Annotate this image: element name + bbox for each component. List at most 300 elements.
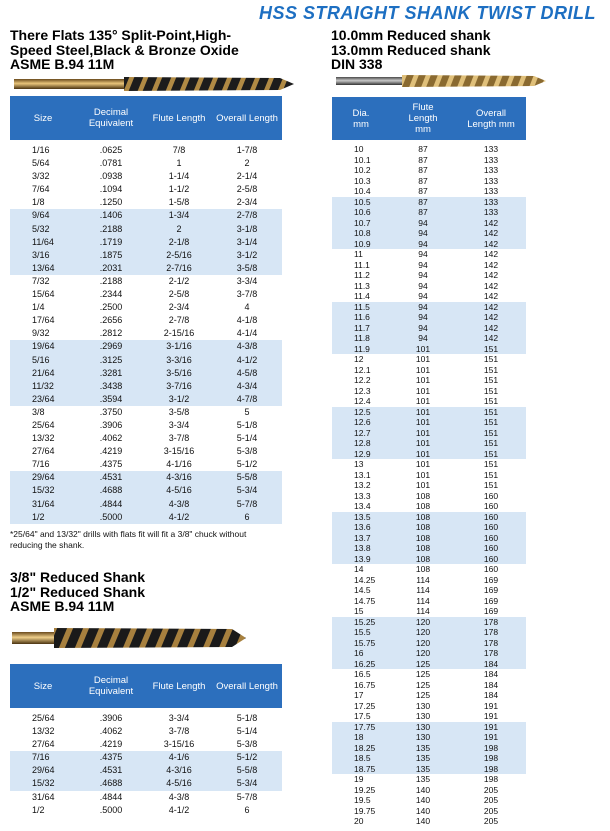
heading-line: 3/8" Reduced Shank [10,569,146,585]
table-cell: 142 [456,218,526,229]
table-cell: 1/2 [32,804,45,815]
table-cell: 160 [483,490,499,501]
table-cell: 87 [390,197,456,208]
table-row [332,480,526,491]
table-cell: 5-5/8 [212,764,282,777]
table-cell: 4-1/4 [236,328,258,339]
table-cell: 5/64 [32,158,50,169]
table-cell: 205 [483,784,499,795]
table-cell: 151 [483,396,499,406]
table-row [10,484,282,497]
table-cell: 178 [456,638,526,649]
table-row [332,711,526,722]
table-cell: 151 [483,469,499,480]
table-cell: .4375 [76,751,146,764]
table-row [332,816,526,827]
table-cell: .2188 [76,223,146,236]
table-cell: 160 [456,512,526,523]
table-cell: 94 [390,218,456,229]
table-row [332,795,526,806]
table-cell: 198 [456,764,526,775]
table-row [10,170,282,183]
table-cell: 142 [483,280,499,291]
table-cell: 101 [390,344,456,355]
table-cell: 16.75 [354,679,376,690]
column-header: Dia. mm [332,97,390,140]
footnote [10,529,246,551]
column-header: Decimal Equivalent [76,664,146,708]
table-cell: .4062 [99,726,123,737]
table-cell: .3594 [76,393,146,406]
table-cell: 25/64 [32,419,55,430]
table-cell: 3-15/16 [163,446,195,457]
table-row [332,669,526,680]
table-cell: .4688 [76,777,146,790]
table-cell: 87 [418,186,428,196]
table-cell: 23/64 [10,393,76,406]
table-cell: 15.5 [332,627,390,638]
table-row [10,393,282,406]
table-cell: 10.6 [332,207,390,218]
table-cell: 10.1 [354,154,371,165]
table-cell: .1719 [76,236,146,249]
table-cell: .3750 [99,406,123,417]
table-cell: 135 [390,764,456,775]
table-cell: 13.8 [332,543,390,554]
table-row [332,659,526,670]
table-cell: 19.75 [354,805,376,816]
table-cell: 205 [483,805,499,816]
table-cell: 94 [390,323,456,334]
table-row [10,223,282,236]
table-cell: 151 [483,375,499,385]
table-cell: .2969 [76,340,146,353]
table-cell: 3-7/8 [236,289,258,300]
table-cell: 94 [418,270,428,280]
table-cell: 18 [332,732,390,743]
table-cell: 101 [415,396,431,406]
table-row [10,183,282,196]
din-drill-image [336,72,550,90]
table-cell: 3-15/16 [163,739,195,750]
table-cell: 140 [415,816,431,826]
table-cell: 5-3/8 [236,739,258,750]
table-cell: 120 [390,617,456,628]
table-row [10,406,282,419]
table-cell: 13.5 [332,512,390,523]
table-cell: 5-1/2 [236,459,258,470]
table-cell: 94 [390,333,456,344]
table-cell: 87 [418,175,428,186]
table-cell: 133 [483,186,499,196]
table-cell: .3906 [99,419,123,430]
table-cell: 15/32 [10,777,76,790]
table-cell: 19 [354,774,364,784]
table-cell: 108 [390,533,456,544]
table-row [332,449,526,460]
table-cell: 3-7/16 [146,380,212,393]
table-cell: 94 [390,228,456,239]
table-row [10,738,282,751]
table-cell: .1250 [99,197,123,208]
table-cell: 17/64 [32,315,55,326]
table-cell: 2-15/16 [163,328,195,339]
table-cell: 133 [456,197,526,208]
banner-title: HSS STRAIGHT SHANK TWIST DRILL [259,2,596,23]
table-cell: 4-3/16 [146,471,212,484]
table-cell: .3281 [76,367,146,380]
table-row [10,432,282,445]
table-cell: 13/64 [10,262,76,275]
table-cell: 2-3/4 [236,197,258,208]
table-cell: 160 [456,554,526,565]
table-row [332,470,526,481]
table-cell: .1094 [99,184,123,195]
table-cell: 18.75 [332,764,390,775]
table-cell: 114 [416,574,430,585]
table-cell: 4-5/16 [146,484,212,497]
table-cell: 3-5/8 [168,406,190,417]
table-cell: 120 [390,648,456,659]
table-cell: 10.4 [354,186,371,196]
header-row [10,664,282,708]
table-cell: 14.75 [354,595,376,606]
table-cell: 4-1/2 [168,804,190,815]
table-cell: 108 [390,522,456,533]
table-row [10,262,282,275]
table-cell: 3-1/16 [146,340,212,353]
heading-line: DIN 338 [331,56,383,72]
table-row [10,445,282,458]
column-header: Overall Length [212,96,282,140]
table-row [332,627,526,638]
table-cell: 135 [390,753,456,764]
table-cell: .3906 [99,713,123,723]
table-cell: 169 [483,574,499,585]
table-cell: 178 [456,617,526,628]
note-line: *25/64" and 13/32" drills with flats fit will fit a 3/8" chuck without [10,529,247,539]
table-cell: 15.75 [332,638,390,649]
table-cell: 10 [354,144,364,154]
table-cell: 27/64 [32,739,55,750]
table-row [332,312,526,323]
table-row [10,354,282,367]
table-cell: 11.6 [332,312,390,323]
table-cell: 5-3/4 [212,484,282,497]
table-row [332,344,526,355]
table-cell: 3-5/8 [212,262,282,275]
table-cell: 14.5 [354,585,371,595]
table-cell: 13.4 [354,501,371,511]
table-cell: 142 [456,333,526,344]
table-row [10,288,282,301]
table-cell: .0625 [99,145,123,155]
table-row [332,386,526,397]
table-row [10,777,282,790]
table-cell: 4-1/8 [236,315,258,326]
table-cell: 151 [456,417,526,428]
table-cell: 114 [416,595,430,606]
table-cell: 7/8 [172,145,186,155]
table-cell: 205 [483,795,499,805]
table-row [332,249,526,260]
table-cell: 94 [418,291,428,301]
table-cell: 135 [415,774,431,784]
table-row [332,491,526,502]
table-row [332,554,526,565]
table-cell: .3125 [76,354,146,367]
table-cell: 25/64 [32,713,55,723]
table-cell: 5-1/8 [236,419,258,430]
table-cell: 7/16 [10,751,76,764]
table-cell: 198 [483,774,499,784]
table-cell: 1/2 [10,511,76,524]
table-cell: 114 [416,606,430,616]
column-header: Overall Length mm [456,97,526,140]
table-cell: .5000 [76,511,146,524]
table-cell: 101 [415,469,431,480]
table-cell: 13/32 [32,726,55,737]
table-cell: 160 [483,564,499,574]
table-row [10,764,282,777]
heading-line: 13.0mm Reduced shank [331,41,491,58]
table-cell: 19/64 [10,340,76,353]
table-cell: 4-1/2 [212,354,282,367]
table-cell: 6 [244,804,250,815]
table-cell: 17.5 [354,711,371,721]
table-cell: 142 [483,291,499,301]
table-cell: 2-3/4 [168,302,190,313]
table-row [332,302,526,313]
table-cell: 9/64 [10,209,76,222]
table-row [10,751,282,764]
table-cell: 3-3/16 [146,354,212,367]
table-cell: 130 [415,700,431,711]
table-cell: 2-5/8 [236,184,258,195]
table-cell: .4219 [99,446,123,457]
table-cell: .2812 [99,328,123,339]
table-row [10,196,282,209]
table-row [332,375,526,386]
column-header: Overall Length [212,664,282,708]
column-header: Size [10,664,76,708]
table-row [332,417,526,428]
table-cell: 151 [456,344,526,355]
table-cell: 101 [390,417,456,428]
table-cell: 94 [418,280,428,291]
table-cell: .2344 [99,289,123,300]
table-cell: 87 [418,144,428,154]
table-cell: 3-1/4 [212,236,282,249]
table-row [332,617,526,628]
table-cell: 10.7 [332,218,390,229]
table-row [10,419,282,432]
table-cell: 142 [483,259,499,270]
column-header: Size [10,96,76,140]
section3-heading [331,28,491,72]
table-cell: .4531 [76,764,146,777]
table-cell: 2-7/8 [168,315,190,326]
table-cell: 3/16 [10,249,76,262]
table-cell: 11.1 [354,259,370,270]
table-cell: 169 [483,606,499,616]
table-cell: .4688 [76,484,146,497]
table-cell: 94 [390,239,456,250]
table-cell: 11.2 [354,270,370,280]
table-cell: 178 [456,627,526,638]
table-cell: 101 [415,480,431,490]
table-cell: 3-1/2 [212,249,282,262]
table-cell: 4-3/4 [212,380,282,393]
heading-line: ASME B.94 11M [10,598,115,614]
table-cell: 10.5 [332,197,390,208]
table-cell: .4062 [99,433,123,444]
table-cell: .4219 [99,739,123,750]
note-line: reducing the shank. [10,540,85,550]
table-cell: 125 [415,679,431,690]
table-cell: 5/16 [10,354,76,367]
table-cell: 2-5/8 [168,289,190,300]
table-cell: 101 [415,459,431,469]
table-cell: 14 [354,564,364,574]
table-row [10,471,282,484]
table-cell: 2 [146,223,212,236]
table-row [332,281,526,292]
table-cell: 125 [390,659,456,670]
table-cell: 4-7/8 [212,393,282,406]
table-cell: 191 [456,722,526,733]
table-cell: 14.25 [354,574,376,585]
table-cell: 2-7/16 [146,262,212,275]
table-cell: 11/64 [10,236,76,249]
table-cell: 10.2 [354,165,371,175]
table-cell: 18.25 [332,743,390,754]
table-cell: 108 [415,501,431,511]
table-cell: 13.7 [332,533,390,544]
table-cell: 205 [483,816,499,826]
table-cell: 169 [483,595,499,606]
table-cell: 151 [456,449,526,460]
table-cell: 101 [390,407,456,418]
table-cell: 125 [415,690,431,700]
table-cell: 7/64 [32,184,50,195]
table-cell: 16.25 [332,659,390,670]
table-row [10,327,282,340]
table-cell: 114 [416,585,430,595]
table-cell: 87 [390,207,456,218]
table-cell: 15/64 [32,289,55,300]
table-cell: 13/32 [32,433,55,444]
table-cell: 18.5 [332,753,390,764]
table-cell: 12.8 [332,438,390,449]
table-cell: 4-3/8 [212,340,282,353]
table-cell: .2188 [99,275,123,286]
table-cell: .2656 [99,315,123,326]
reduced-shank-drill-image [10,626,250,650]
table-cell: 108 [390,512,456,523]
table-row [332,207,526,218]
table-cell: 133 [456,207,526,218]
section1-table [10,96,282,524]
table-cell: 10.3 [354,175,371,186]
table-cell: .4844 [99,791,123,802]
table-cell: 31/64 [32,791,55,802]
table-cell: 120 [390,638,456,649]
column-header: Flute Length mm [390,97,456,140]
table-cell: 1-1/2 [168,184,190,195]
table-cell: 160 [456,522,526,533]
table-cell: 108 [390,554,456,565]
table-cell: 19.5 [354,795,371,805]
table-cell: 135 [390,743,456,754]
table-cell: .4531 [76,471,146,484]
table-cell: 12.4 [354,396,371,406]
table-cell: 10.8 [332,228,390,239]
table-cell: 108 [415,490,431,501]
table-cell: 1-3/4 [146,209,212,222]
table-cell: 151 [483,480,499,490]
table-row [332,606,526,617]
table-cell: 2 [244,158,250,169]
table-cell: 1/16 [32,145,50,155]
table-cell: .4375 [99,459,123,470]
table-cell: 1-1/4 [168,171,190,182]
table-cell: 17.25 [354,700,376,711]
table-row [332,291,526,302]
table-cell: 151 [483,364,499,375]
table-row [10,301,282,314]
table-cell: 13.9 [332,554,390,565]
table-cell: 15/32 [10,484,76,497]
table-cell: 4-5/16 [146,777,212,790]
section1-heading [10,28,239,72]
table-row [332,732,526,743]
table-cell: 142 [456,312,526,323]
table-cell: .2031 [76,262,146,275]
banner [0,0,610,26]
table-row [10,157,282,170]
column-header: Flute Length [146,96,212,140]
table-row [332,239,526,250]
table-cell: 13.2 [354,480,371,490]
table-cell: 13.1 [354,469,371,480]
table-cell: 101 [390,428,456,439]
table-cell: 142 [456,302,526,313]
table-cell: 198 [456,753,526,764]
table-row [332,438,526,449]
table-cell: .4844 [76,498,146,511]
table-cell: 12.5 [332,407,390,418]
table-cell: 11.9 [332,344,390,355]
table-cell: 5-5/8 [212,471,282,484]
table-cell: 130 [390,722,456,733]
table-cell: 21/64 [10,367,76,380]
table-row [332,564,526,575]
table-cell: 5-3/4 [212,777,282,790]
table-row [332,785,526,796]
table-cell: 1-5/8 [168,197,190,208]
table-cell: 184 [483,669,499,679]
table-row [10,712,282,725]
table-row [332,176,526,187]
table-cell: 151 [456,428,526,439]
table-cell: 198 [456,743,526,754]
table-cell: 16 [332,648,390,659]
table-cell: 12.2 [354,375,371,385]
table-cell: 19.25 [354,784,376,795]
table-cell: 151 [483,459,499,469]
table-row [10,209,282,222]
